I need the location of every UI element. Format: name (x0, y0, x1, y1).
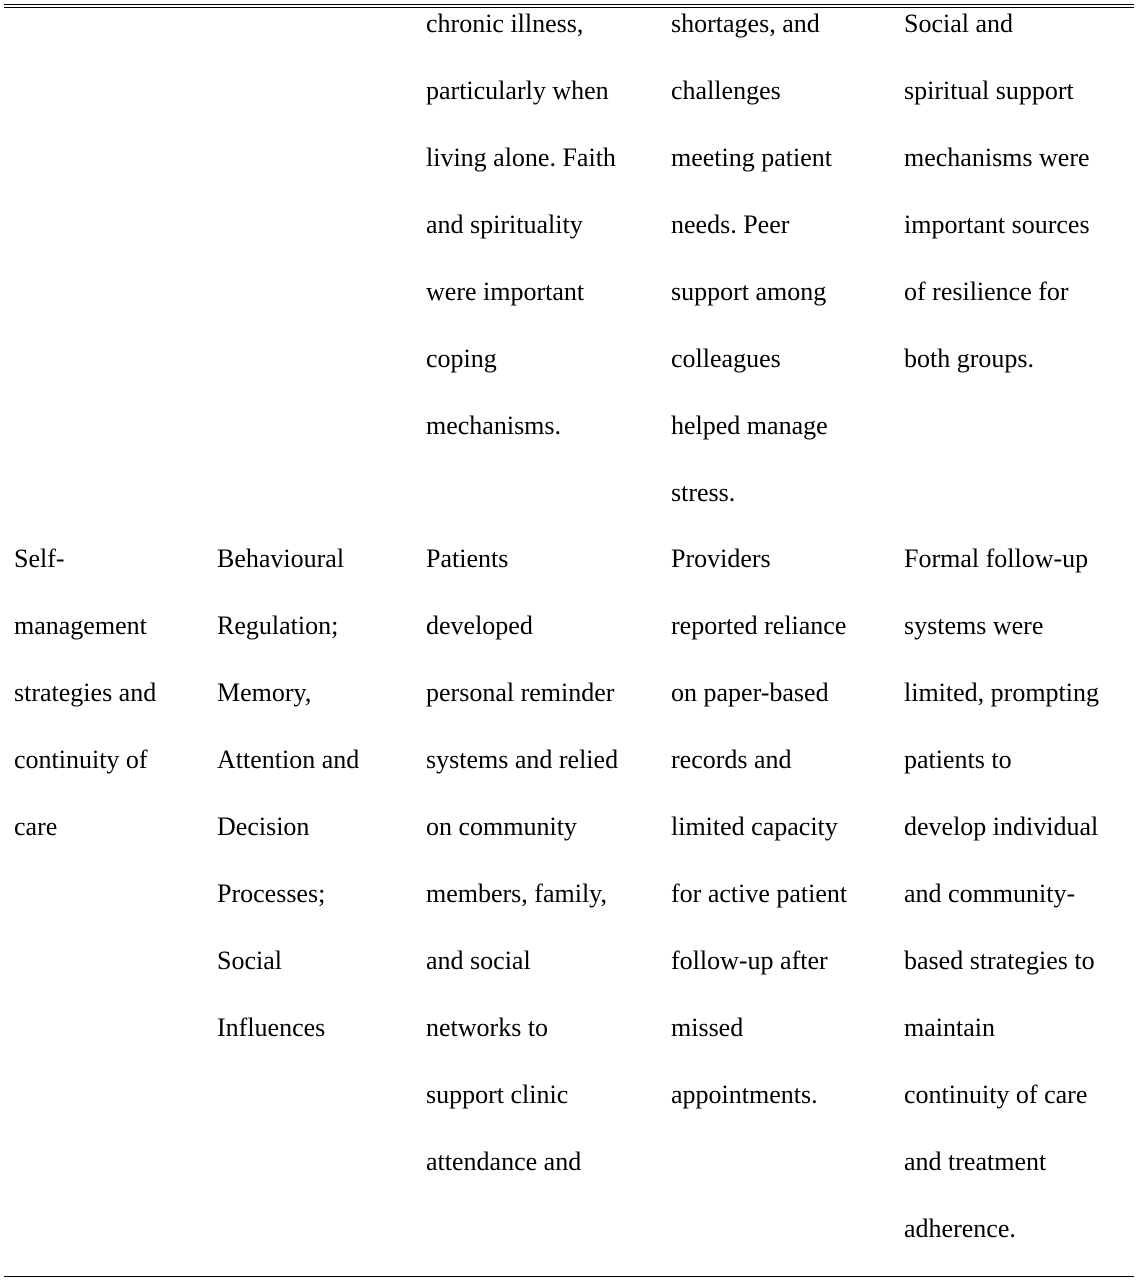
row2-col3-cell (426, 525, 618, 1195)
row1-col4-cell (671, 0, 832, 526)
cell-line: strategies and (14, 678, 157, 707)
cell-line: Providers (671, 544, 771, 573)
cell-line: systems were (904, 611, 1044, 640)
cell-line: chronic illness, (426, 9, 584, 38)
cell-line: develop individual (904, 812, 1099, 841)
cell-line: on community (426, 812, 577, 841)
table-bottom-rule (4, 1276, 1134, 1277)
cell-line: Patients (426, 544, 509, 573)
cell-line: networks to (426, 1013, 549, 1042)
cell-line: members, family, (426, 879, 607, 908)
cell-line: mechanisms were (904, 143, 1090, 172)
cell-line: Attention and (217, 745, 360, 774)
cell-line: support clinic (426, 1080, 569, 1109)
cell-line: patients to (904, 745, 1012, 774)
cell-line: Social and (904, 9, 1014, 38)
cell-line: attendance and (426, 1147, 582, 1176)
cell-line: Social (217, 946, 282, 975)
cell-line: Influences (217, 1013, 326, 1042)
cell-line: based strategies to (904, 946, 1095, 975)
row2-col5-cell (904, 525, 1099, 1262)
cell-line: management (14, 611, 147, 640)
cell-line: for active patient (671, 879, 848, 908)
cell-line: both groups. (904, 344, 1034, 373)
cell-line: and spirituality (426, 210, 583, 239)
cell-line: on paper-based (671, 678, 829, 707)
cell-line: Formal follow-up (904, 544, 1089, 573)
cell-line: follow-up after (671, 946, 828, 975)
row2-col4-cell (671, 525, 847, 1128)
cell-line: Decision (217, 812, 310, 841)
cell-line: records and (671, 745, 792, 774)
cell-line: stress. (671, 478, 736, 507)
cell-line: care (14, 812, 58, 841)
cell-line: and treatment (904, 1147, 1047, 1176)
cell-line: spiritual support (904, 76, 1074, 105)
cell-line: of resilience for (904, 277, 1069, 306)
cell-line: living alone. Faith (426, 143, 616, 172)
row2-col2-cell (217, 525, 359, 1061)
cell-line: Behavioural (217, 544, 345, 573)
cell-line: maintain (904, 1013, 995, 1042)
row1-col5-cell (904, 0, 1090, 392)
cell-line: shortages, and (671, 9, 820, 38)
cell-line: continuity of (14, 745, 148, 774)
cell-line: personal reminder (426, 678, 615, 707)
cell-line: developed (426, 611, 533, 640)
cell-line: particularly when (426, 76, 609, 105)
cell-line: limited capacity (671, 812, 838, 841)
cell-line: were important (426, 277, 585, 306)
row2-col1-cell (14, 525, 156, 860)
cell-line: needs. Peer (671, 210, 790, 239)
cell-line: continuity of care (904, 1080, 1088, 1109)
cell-line: meeting patient (671, 143, 833, 172)
cell-line: Memory, (217, 678, 312, 707)
cell-line: colleagues (671, 344, 781, 373)
cell-line: adherence. (904, 1214, 1016, 1243)
cell-line: Processes; (217, 879, 326, 908)
cell-line: and social (426, 946, 531, 975)
cell-line: limited, prompting (904, 678, 1099, 707)
cell-line: missed (671, 1013, 744, 1042)
cell-line: support among (671, 277, 827, 306)
cell-line: and community- (904, 879, 1076, 908)
row1-col3-cell (426, 0, 616, 459)
cell-line: helped manage (671, 411, 828, 440)
cell-line: important sources (904, 210, 1090, 239)
cell-line: reported reliance (671, 611, 847, 640)
cell-line: appointments. (671, 1080, 818, 1109)
cell-line: Self- (14, 544, 65, 573)
cell-line: mechanisms. (426, 411, 562, 440)
cell-line: coping (426, 344, 497, 373)
cell-line: challenges (671, 76, 781, 105)
cell-line: Regulation; (217, 611, 339, 640)
cell-line: systems and relied (426, 745, 619, 774)
